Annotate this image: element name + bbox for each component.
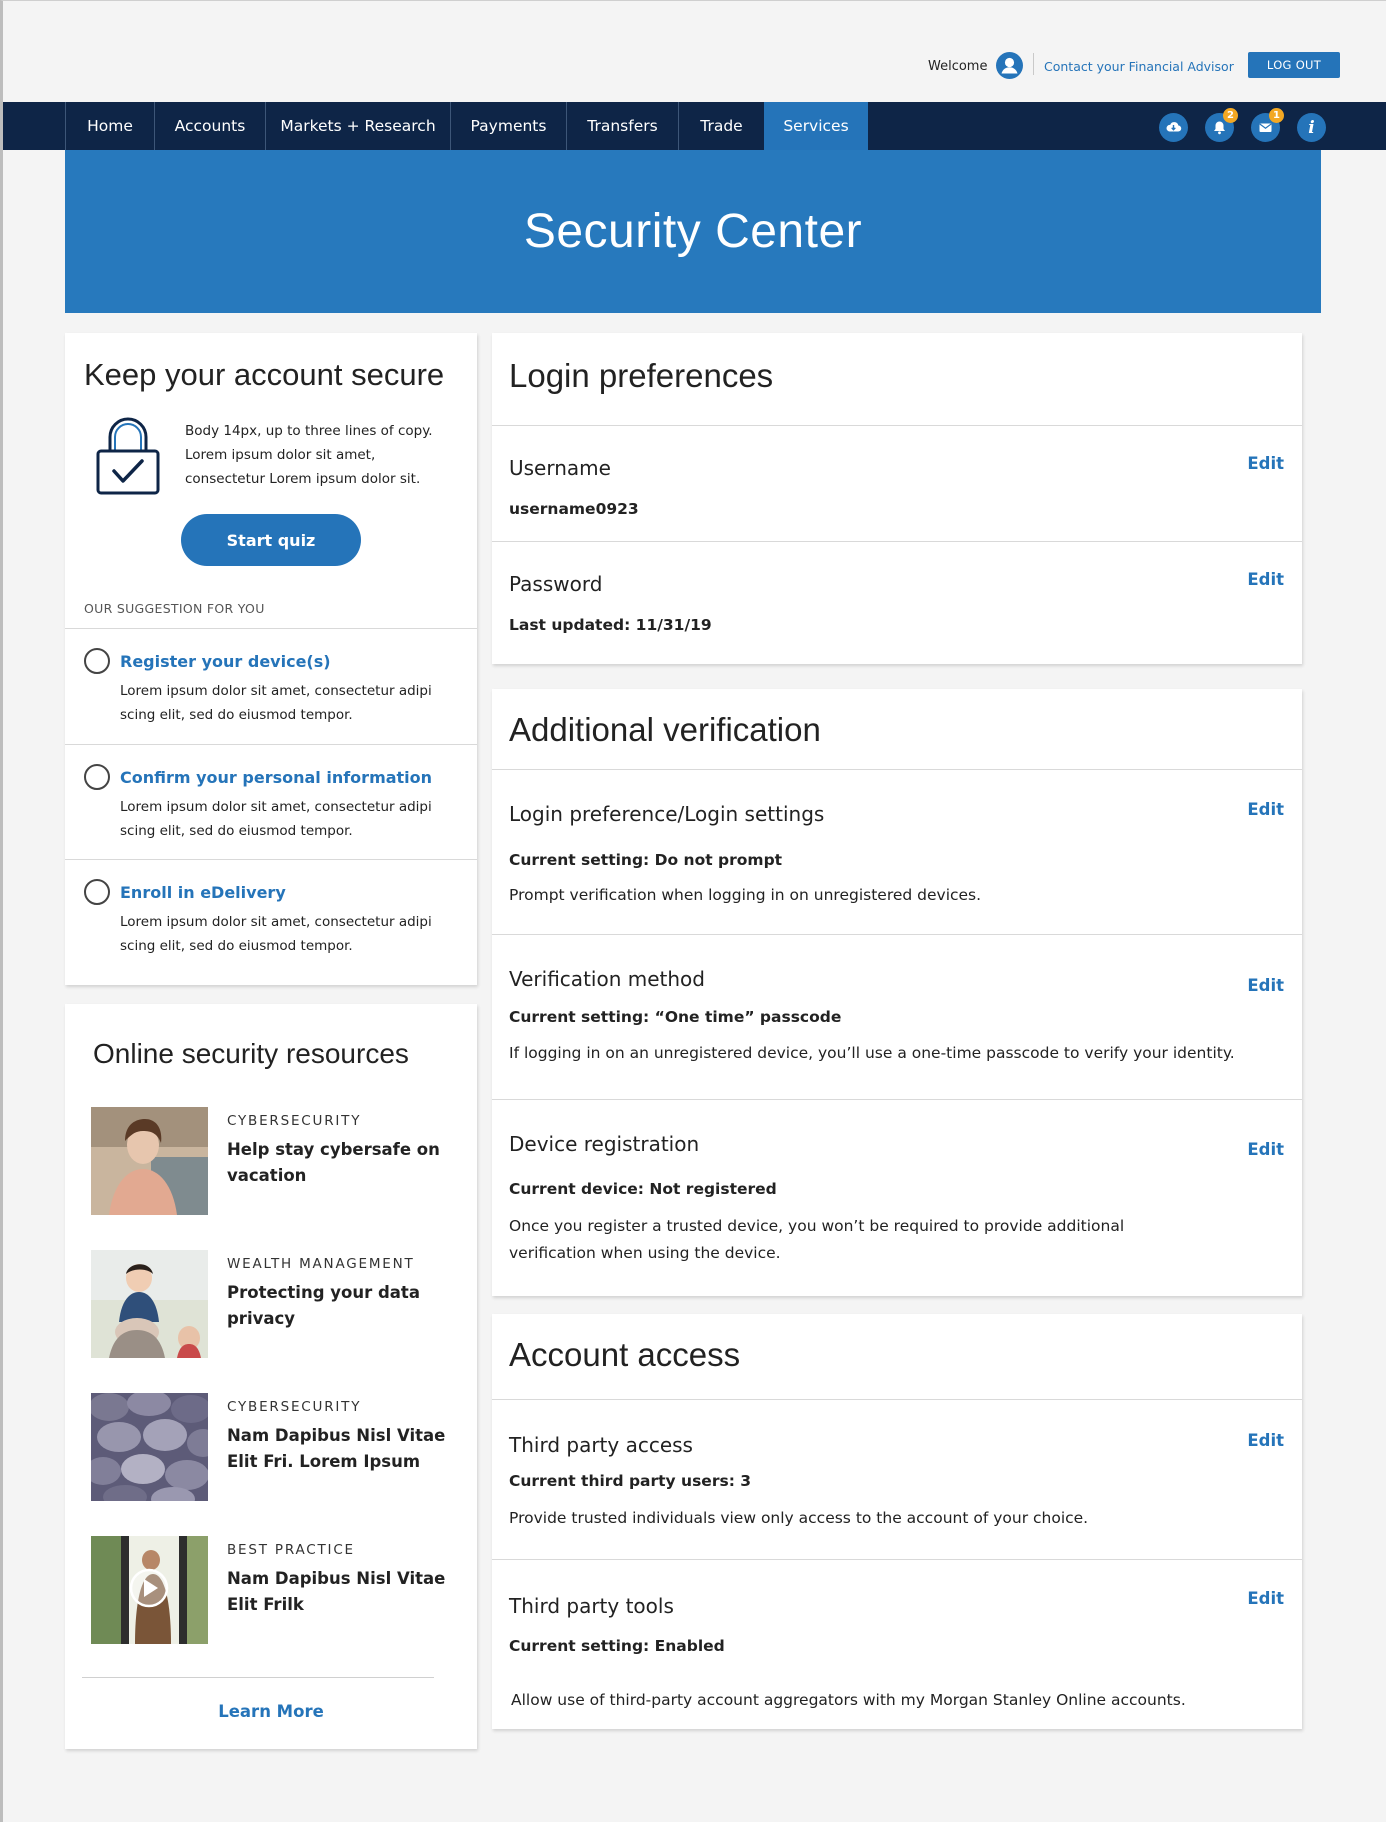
mail-icon[interactable]: [1251, 109, 1280, 142]
device-registration-desc: Once you register a trusted device, you won’t be required to provide additional verification when using the device.: [509, 1217, 1125, 1262]
edit-password-button[interactable]: Edit: [1247, 570, 1284, 589]
resource-item[interactable]: [91, 1250, 461, 1358]
suggestion-item[interactable]: [65, 744, 477, 860]
third-party-access-row: [492, 1399, 1302, 1559]
suggestion-title[interactable]: Confirm your personal information: [120, 768, 433, 787]
main-nav: [3, 102, 1386, 150]
keep-secure-intro: Body 14px, up to three lines of copy. Lorem ipsum dolor sit amet, consectetur Lorem ipsum dolor sit.: [185, 423, 433, 487]
login-settings-value: Current setting: Do not prompt: [509, 851, 783, 869]
verification-method-desc: If logging in on an unregistered device, you’ll use a one-time passcode to verify your identity.: [509, 1044, 1235, 1062]
suggestion-heading: OUR SUGGESTION FOR YOU: [84, 601, 265, 616]
hero-banner: [65, 150, 1321, 313]
resource-item[interactable]: [91, 1536, 461, 1644]
notification-count-badge: 2: [1223, 108, 1238, 123]
learn-more-link[interactable]: Learn More: [218, 1702, 324, 1721]
nav-icon-group: [1159, 109, 1326, 142]
resource-item[interactable]: [91, 1393, 461, 1501]
logout-button[interactable]: LOG OUT: [1248, 52, 1340, 78]
resource-category: CYBERSECURITY: [227, 1399, 362, 1415]
suggestion-item[interactable]: [65, 628, 477, 744]
resource-thumbnail[interactable]: [91, 1393, 208, 1501]
third-party-access-desc: Provide trusted individuals view only access to the account of your choice.: [509, 1509, 1089, 1527]
username-label: Username: [509, 456, 611, 480]
password-updated: Last updated: 11/31/19: [509, 616, 712, 634]
suggestion-body: Lorem ipsum dolor sit amet, consectetur adipi scing elit, sed do eiusmod tempor.: [120, 914, 432, 954]
edit-username-button[interactable]: Edit: [1247, 454, 1284, 473]
third-party-tools-label: Third party tools: [509, 1594, 674, 1618]
keep-secure-title: Keep your account secure: [84, 357, 445, 392]
verification-method-value: Current setting: “One time” passcode: [509, 1008, 842, 1026]
resource-title[interactable]: Nam Dapibus Nisl Vitae Elit Frilk: [227, 1569, 446, 1614]
security-resources-card: [65, 1004, 477, 1749]
additional-verification-card: [492, 689, 1302, 1296]
edit-login-settings-button[interactable]: Edit: [1247, 800, 1284, 819]
third-party-tools-desc: Allow use of third-party account aggregators with my Morgan Stanley Online accounts.: [511, 1691, 1186, 1709]
login-preferences-title: Login preferences: [509, 357, 774, 394]
suggestion-title[interactable]: Register your device(s): [120, 652, 331, 671]
username-row: [492, 425, 1302, 541]
resource-title[interactable]: Help stay cybersafe on vacation: [227, 1140, 440, 1185]
third-party-access-label: Third party access: [509, 1433, 693, 1457]
verification-method-row: [492, 934, 1302, 1099]
edit-device-registration-button[interactable]: Edit: [1247, 1140, 1284, 1159]
resource-title[interactable]: Nam Dapibus Nisl Vitae Elit Fri. Lorem Ipsum: [227, 1426, 446, 1471]
resources-divider: [82, 1677, 434, 1678]
device-registration-row: [492, 1099, 1302, 1296]
info-icon[interactable]: i: [1297, 113, 1326, 142]
start-quiz-button[interactable]: Start quiz: [181, 514, 361, 566]
page-title: Security Center: [523, 205, 863, 258]
resource-category: CYBERSECURITY: [227, 1113, 362, 1129]
nav-services[interactable]: Services: [764, 102, 868, 150]
edit-third-party-access-button[interactable]: Edit: [1247, 1431, 1284, 1450]
nav-items: [65, 102, 868, 150]
resource-thumbnail[interactable]: [91, 1536, 208, 1644]
additional-verification-title: Additional verification: [509, 711, 821, 748]
username-value: username0923: [509, 500, 639, 518]
welcome-text: Welcome: [928, 59, 988, 74]
suggestion-radio[interactable]: [84, 879, 110, 905]
nav-accounts[interactable]: Accounts: [154, 102, 265, 150]
utility-bar: [3, 1, 1386, 102]
resource-thumbnail[interactable]: [91, 1107, 208, 1215]
nav-payments[interactable]: Payments: [450, 102, 566, 150]
resource-category: WEALTH MANAGEMENT: [227, 1256, 415, 1272]
device-registration-label: Device registration: [509, 1132, 700, 1156]
third-party-tools-row: [492, 1559, 1302, 1729]
suggestion-body: Lorem ipsum dolor sit amet, consectetur adipi scing elit, sed do eiusmod tempor.: [120, 683, 432, 723]
password-row: [492, 541, 1302, 664]
bell-icon[interactable]: [1205, 109, 1234, 142]
edit-verification-method-button[interactable]: Edit: [1247, 976, 1284, 995]
resource-category: BEST PRACTICE: [227, 1542, 355, 1558]
nav-home[interactable]: Home: [65, 102, 154, 150]
account-access-title: Account access: [509, 1336, 741, 1373]
login-settings-row: [492, 769, 1302, 934]
user-profile-icon[interactable]: [996, 52, 1023, 79]
message-count-badge: 1: [1269, 108, 1284, 123]
contact-advisor-link[interactable]: Contact your Financial Advisor: [1044, 59, 1234, 74]
third-party-tools-value: Current setting: Enabled: [509, 1637, 725, 1655]
utility-divider: [1033, 53, 1034, 75]
nav-transfers[interactable]: Transfers: [566, 102, 678, 150]
suggestion-title[interactable]: Enroll in eDelivery: [120, 883, 286, 902]
verification-method-label: Verification method: [509, 967, 705, 991]
resource-title[interactable]: Protecting your data privacy: [227, 1283, 420, 1328]
password-label: Password: [509, 572, 603, 596]
resource-thumbnail[interactable]: [91, 1250, 208, 1358]
suggestion-radio[interactable]: [84, 764, 110, 790]
nav-trade[interactable]: Trade: [678, 102, 764, 150]
suggestion-body: Lorem ipsum dolor sit amet, consectetur adipi scing elit, sed do eiusmod tempor.: [120, 799, 432, 839]
nav-markets-research[interactable]: Markets + Research: [265, 102, 450, 150]
suggestion-item[interactable]: [65, 859, 477, 975]
login-preferences-card: [492, 333, 1302, 664]
resource-item[interactable]: [91, 1107, 461, 1215]
third-party-access-value: Current third party users: 3: [509, 1472, 752, 1490]
login-settings-desc: Prompt verification when logging in on unregistered devices.: [509, 886, 982, 904]
cloud-download-icon[interactable]: [1159, 113, 1188, 142]
lock-check-icon: [94, 413, 162, 497]
login-settings-label: Login preference/Login settings: [509, 802, 825, 826]
keep-secure-card: [65, 333, 477, 985]
account-access-card: [492, 1314, 1302, 1729]
edit-third-party-tools-button[interactable]: Edit: [1247, 1589, 1284, 1608]
resources-title: Online security resources: [93, 1038, 409, 1069]
suggestion-radio[interactable]: [84, 648, 110, 674]
device-registration-value: Current device: Not registered: [509, 1180, 777, 1198]
